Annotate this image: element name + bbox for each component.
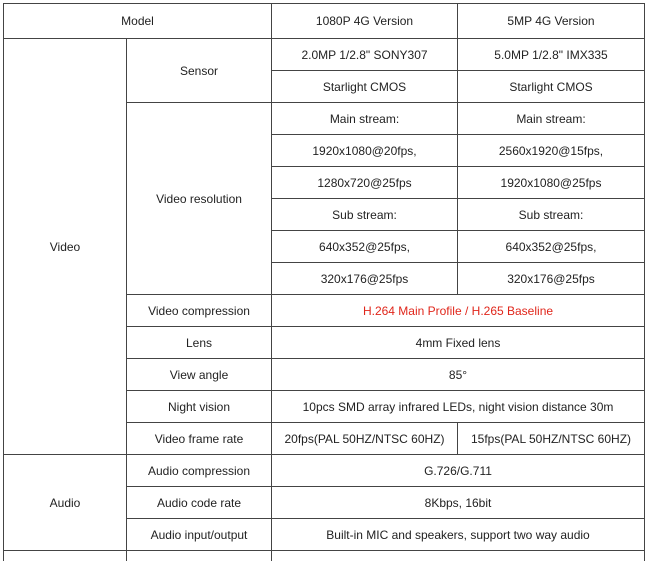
- table-row-audio-compression: [4, 455, 645, 487]
- table-row-sensor-1: [4, 39, 645, 71]
- resolution-a-cell: 320x176@25fps: [272, 263, 458, 295]
- resolution-a-cell: 1280x720@25fps: [272, 167, 458, 199]
- night-vision-value: 10pcs SMD array infrared LEDs, night vision distance 30m: [272, 391, 645, 423]
- frame-rate-b-value: 15fps(PAL 50HZ/NTSC 60HZ): [458, 423, 645, 455]
- lens-label: Lens: [127, 327, 272, 359]
- video-compression-label: Video compression: [127, 295, 272, 327]
- view-angle-value: 85°: [272, 359, 645, 391]
- audio-compression-label: Audio compression: [127, 455, 272, 487]
- audio-compression-value: G.726/G.711: [272, 455, 645, 487]
- sensor-b-model: 5.0MP 1/2.8" IMX335: [458, 39, 645, 71]
- resolution-a-cell: Main stream:: [272, 103, 458, 135]
- audio-io-value: Built-in MIC and speakers, support two way audio: [272, 519, 645, 551]
- view-angle-label: View angle: [127, 359, 272, 391]
- version-b-header-cell: 5MP 4G Version: [458, 4, 645, 39]
- resolution-b-cell: 640x352@25fps,: [458, 231, 645, 263]
- model-header-cell: Model: [4, 4, 272, 39]
- sensor-b-type: Starlight CMOS: [458, 71, 645, 103]
- spec-table: [3, 3, 645, 561]
- resolution-b-cell: 2560x1920@15fps,: [458, 135, 645, 167]
- night-vision-label: Night vision: [127, 391, 272, 423]
- audio-code-rate-value: 8Kbps, 16bit: [272, 487, 645, 519]
- lens-value: 4mm Fixed lens: [272, 327, 645, 359]
- resolution-b-cell: 1920x1080@25fps: [458, 167, 645, 199]
- sensor-label: Sensor: [127, 39, 272, 103]
- resolution-b-cell: Main stream:: [458, 103, 645, 135]
- audio-code-rate-label: Audio code rate: [127, 487, 272, 519]
- audio-io-label: Audio input/output: [127, 519, 272, 551]
- resolution-a-cell: Sub stream:: [272, 199, 458, 231]
- audio-group-label: Audio: [4, 455, 127, 551]
- sensor-a-type: Starlight CMOS: [272, 71, 458, 103]
- video-group-label: Video: [4, 39, 127, 455]
- video-resolution-label: Video resolution: [127, 103, 272, 295]
- frame-rate-label: Video frame rate: [127, 423, 272, 455]
- resolution-b-cell: 320x176@25fps: [458, 263, 645, 295]
- resolution-a-cell: 640x352@25fps,: [272, 231, 458, 263]
- resolution-a-cell: 1920x1080@20fps,: [272, 135, 458, 167]
- frame-rate-a-value: 20fps(PAL 50HZ/NTSC 60HZ): [272, 423, 458, 455]
- version-a-header-cell: 1080P 4G Version: [272, 4, 458, 39]
- resolution-b-cell: Sub stream:: [458, 199, 645, 231]
- table-row-header: [4, 4, 645, 39]
- sensor-a-model: 2.0MP 1/2.8" SONY307: [272, 39, 458, 71]
- video-compression-value: H.264 Main Profile / H.265 Baseline: [272, 295, 645, 327]
